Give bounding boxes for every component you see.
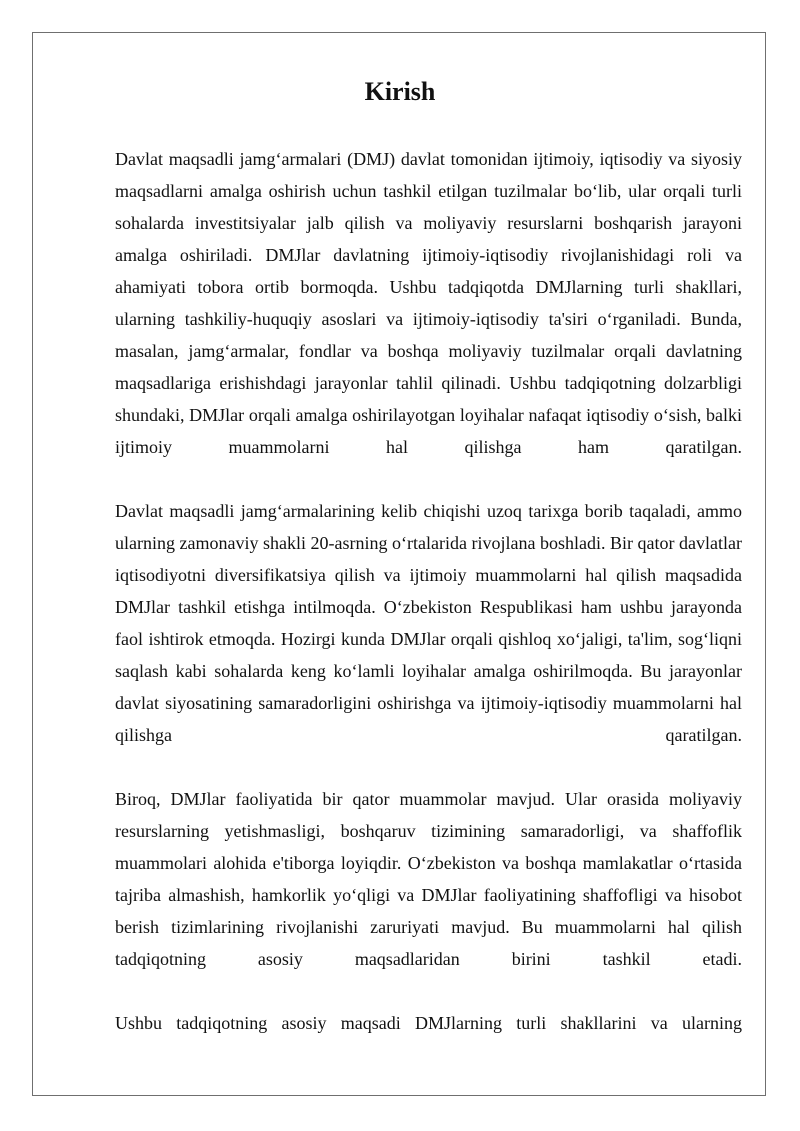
paragraph-2: Davlat maqsadli jamg‘armalarining kelib chiqishi uzoq tarixga borib taqaladi, ammo ularning zamonaviy shakli 20-asrning o‘rtalarida rivojlana boshladi. Bir qator davlatlar iqtisodiyotni diversifikatsiya qilish va ijtimoiy muammolarni hal qilish maqsadida DMJlar tashkil etishga intilmoqda. O‘zbekiston Respublikasi ham ushbu jarayonda faol ishtirok etmoqda. Hozirgi kunda DMJlar orqali qishloq xo‘jaligi, ta'lim, sog‘liqni saqlash kabi sohalarda keng ko‘lamli loyihalar amalga oshirilmoqda. Bu jarayonlar davlat siyosatining samaradorligini oshirishga va ijtimoiy-iqtisodiy muammolarni hal qilishga qaratilgan. xyxy=(115,501,742,745)
paragraph-4: Ushbu tadqiqotning asosiy maqsadi DMJlarning turli shakllarini va ularning xyxy=(115,1013,742,1033)
document-page xyxy=(32,32,766,1096)
paragraph-3: Biroq, DMJlar faoliyatida bir qator muammolar mavjud. Ular orasida moliyaviy resurslarning yetishmasligi, boshqaruv tizimining samaradorligi, va shaffoflik muammolari alohida e'tiborga loyiqdir. O‘zbekiston va boshqa mamlakatlar o‘rtasida tajriba almashish, hamkorlik yo‘qligi va DMJlar faoliyatining shaffofligi va hisobot berish tizimlarining rivojlanishi zaruriyati mavjud. Bu muammolarni hal qilish tadqiqotning asosiy maqsadlaridan birini tashkil etadi. xyxy=(115,789,742,969)
document-title: Kirish xyxy=(364,77,436,106)
paragraph-1: Davlat maqsadli jamg‘armalari (DMJ) davlat tomonidan ijtimoiy, iqtisodiy va siyosiy maqsadlarni amalga oshirish uchun tashkil etilgan tuzilmalar bo‘lib, ular orqali turli sohalarda investitsiyalar jalb qilish va moliyaviy resurslarni boshqarish jarayoni amalga oshiriladi. DMJlar davlatning ijtimoiy-iqtisodiy rivojlanishidagi roli va ahamiyati tobora ortib bormoqda. Ushbu tadqiqotda DMJlarning turli shakllari, ularning tashkiliy-huquqiy asoslari va ijtimoiy-iqtisodiy ta'siri o‘rganiladi. Bunda, masalan, jamg‘armalar, fondlar va boshqa moliyaviy tuzilmalar orqali davlatning maqsadlariga erishishdagi jarayonlar tahlil qilinadi. Ushbu tadqiqotning dolzarbligi shundaki, DMJlar orqali amalga oshirilayotgan loyihalar nafaqat iqtisodiy o‘sish, balki ijtimoiy muammolarni hal qilishga ham qaratilgan. xyxy=(115,149,742,457)
document-body xyxy=(115,143,742,1039)
